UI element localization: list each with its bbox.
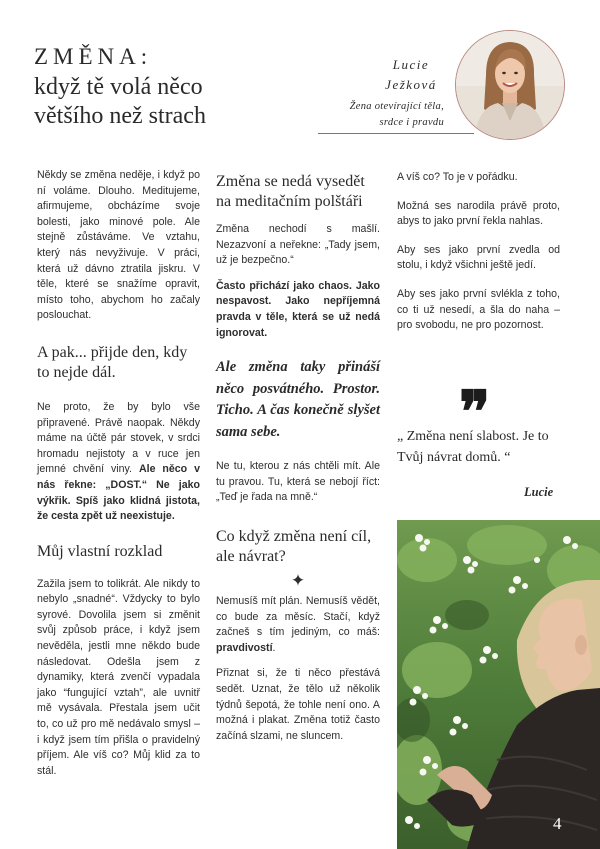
- section-heading-pak: A pak... přijde den, kdy to nejde dál.: [37, 343, 188, 381]
- paragraph-masle: Změna nechodí s mašlí. Nezazvoní a neřekne: „Tady jsem, už je bezpečno.“: [216, 223, 380, 267]
- paragraph-dost-text: Ne proto, že by bylo vše připravené. Právě naopak. Někdy máme na účtě pár stovek, v srdci hromadu nejistoty a v ruce jen jemné chvění viny.: [37, 400, 200, 476]
- paragraph-svoboda: Aby ses jako první svlékla z toho, co ti už nesedí, a šla do naha – pro svobodu, ne pro pozornost.: [397, 287, 560, 332]
- blossom-photo-image: [397, 520, 600, 849]
- tagline-line-1: Žena otevírající těla,: [349, 101, 444, 112]
- author-last-name: Ježková: [385, 77, 437, 92]
- paragraph-nahlas: Možná ses narodila právě proto, abys to jako první řekla nahlas.: [397, 199, 560, 228]
- author-tagline: [318, 99, 444, 131]
- column-2: [216, 172, 380, 744]
- quote-mark-icon: ❞: [459, 380, 491, 445]
- portrait-image: [456, 31, 564, 139]
- header-divider: [318, 133, 474, 134]
- paragraph-stul: Aby ses jako první zvedla od stolu, i když všichni ještě jedí.: [397, 243, 560, 272]
- paragraph-rozklad: Zažila jsem to tolikrát. Ale nikdy to nebylo „snadné“. Vždycky to bylo syrové. Dovolila jsem si změnit svůj způsob práce, i když jsem nevěděla, jestli mne někdo bude následovat. Odešla jsem z dynamiky, která zvenčí vypadala jako “fungující vztah”, ale uvnitř mě vysávala. Přestala jsem učit to, co už pro mě nedávalo smysl – i když jsem tím přišla o pravidelný příjem. Ale víš co? Můj klid za to stál.: [37, 577, 200, 777]
- paragraph-plan-text: Nemusíš mít plán. Nemusíš vědět, co bude za měsíc. Stačí, když začneš s tím jediným, co máš:: [216, 594, 380, 639]
- pull-quote: Ale změna taky přináší něco posvátného. Prostor. Ticho. A čas konečně slyšet sama sebe.: [216, 359, 380, 440]
- paragraph-poradek: A víš co? To je v pořádku.: [397, 171, 518, 183]
- paragraph-dost: [37, 400, 200, 525]
- author-first-name: Lucie: [392, 57, 430, 72]
- title-subtitle: [34, 73, 206, 131]
- quote-signature: Lucie: [524, 485, 554, 499]
- paragraph-chaos: Často přichází jako chaos. Jako nespavost. Jako nepříjemná pravda v těle, která se už nedá ignorovat.: [216, 279, 380, 339]
- column-3: [397, 170, 560, 334]
- highlight-quote: „ Změna není slabost. Je to Tvůj návrat domů. “: [397, 429, 549, 465]
- paragraph-plan-end: .: [272, 641, 276, 654]
- paragraph-rada: Ne tu, kterou z nás chtěli mít. Ale tu pravou. Tu, která se nebojí říct: „Teď je řada na mně.“: [216, 460, 380, 504]
- author-portrait: [455, 30, 565, 140]
- title-line-3: většího než strach: [34, 103, 206, 129]
- author-name: [380, 55, 442, 95]
- title-line-1: ZMĚNA:: [34, 44, 153, 69]
- photo-woman-blossoms: [397, 520, 600, 849]
- paragraph-plan: [216, 594, 380, 656]
- intro-paragraph: Někdy se změna neděje, i když po ní voláme. Dlouho. Meditujeme, afirmujeme, obcházíme svoje bolesti, jako minové pole. Ale stejně zůstáváme. Ve vztahu, který nás nevyživuje. V práci, která už dávno ztratila jiskru. V těle, které se snažíme opravit, místo toho, abychom ho začaly poslouchat.: [37, 169, 200, 322]
- tagline-line-2: srdce i pravdu: [379, 117, 444, 128]
- paragraph-slzy: Přiznat si, že ti něco přestává sedět. Uznat, že tělo už několik týdnů šepotá, že tohle není ono. A možná i plakat. Změna totiž často začíná slzami, ne sluncem.: [216, 667, 380, 742]
- title-line-2: když tě volá něco: [34, 74, 203, 100]
- paragraph-dost-bold: Ale něco v nás řekne: „DOST.“ Ne jako výkřik. Spíš jako klidná jistota, že cesta zpět už neexistuje.: [37, 463, 200, 523]
- paragraph-plan-bold: pravdivostí: [216, 641, 273, 654]
- column-1: [37, 168, 200, 779]
- page-number: 4: [553, 814, 562, 833]
- section-heading-meditace: Změna se nedá vysedět na meditačním polštáři: [216, 173, 365, 210]
- section-heading-rozklad: Můj vlastní rozklad: [37, 542, 163, 560]
- section-heading-navrat: Co když změna není cíl, ale návrat?: [216, 527, 372, 565]
- sparkle-icon: ✦: [290, 570, 306, 591]
